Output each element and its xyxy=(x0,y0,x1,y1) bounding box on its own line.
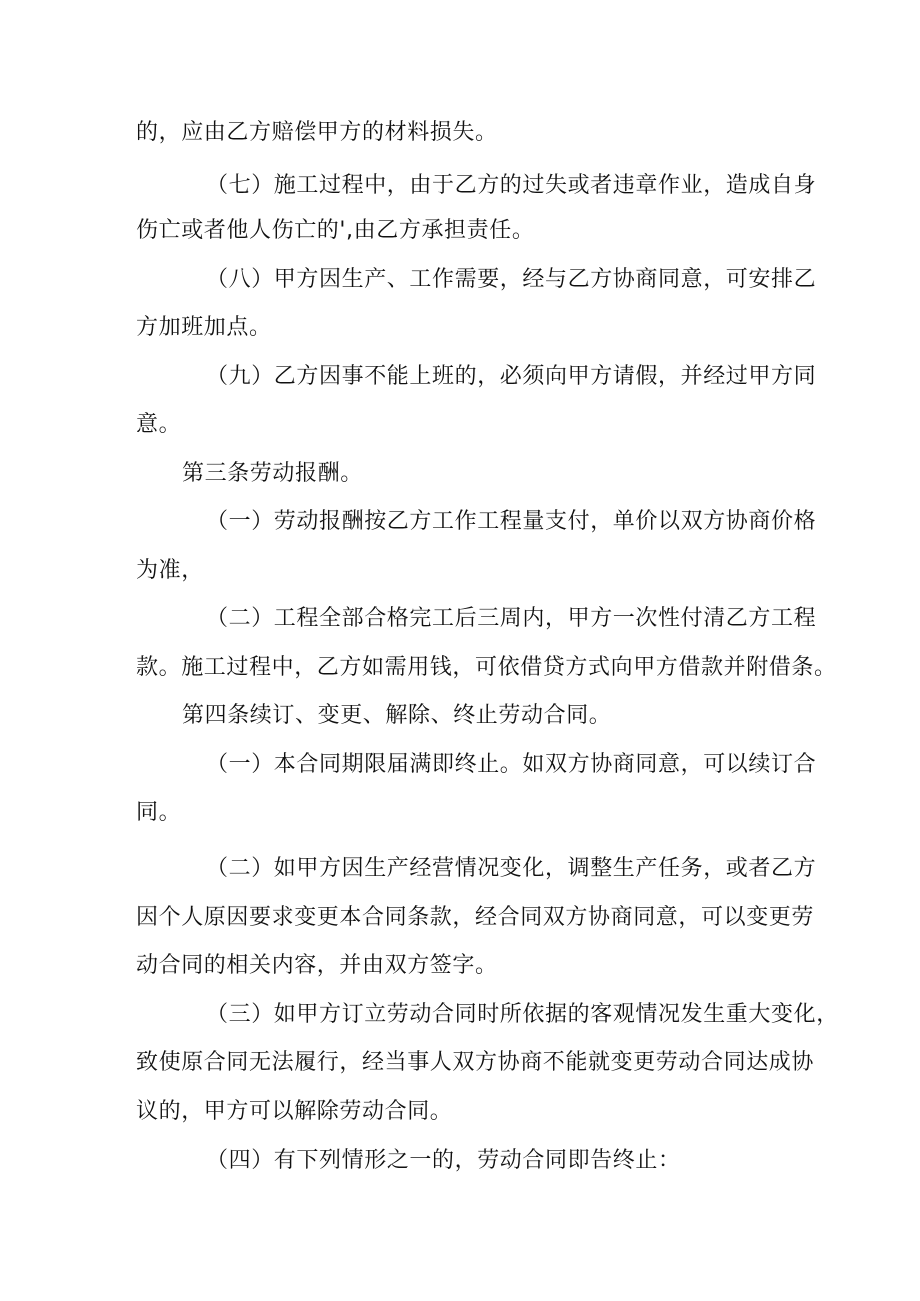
text-line-11: （二）工程全部合格完工后三周内，甲方一次性付清乙方工程 xyxy=(206,606,817,631)
text-line-10: 为准， xyxy=(136,558,204,583)
text-line-21: 议的，甲方可以解除劳动合同。 xyxy=(136,1099,453,1124)
section-heading-4: 第四条续订、变更、解除、终止劳动合同。 xyxy=(182,703,612,728)
text-line-7: 意。 xyxy=(136,412,182,437)
text-line-3: 伤亡或者他人伤亡的',由乙方承担责任。 xyxy=(136,218,535,243)
text-line-20: 致使原合同无法履行，经当事人双方协商不能就变更劳动合同达成协 xyxy=(136,1050,815,1075)
text-line-1: 的，应由乙方赔偿甲方的材料损失。 xyxy=(136,120,498,145)
text-line-19: （三）如甲方订立劳动合同时所依据的客观情况发生重大变化， xyxy=(206,1002,839,1027)
text-line-9: （一）劳动报酬按乙方工作工程量支付，单价以双方协商价格 xyxy=(206,509,817,534)
text-line-15: 同。 xyxy=(136,800,182,825)
text-line-17: 因个人原因要求变更本合同条款，经合同双方协商同意，可以变更劳 xyxy=(136,905,815,930)
text-line-2: （七）施工过程中，由于乙方的过失或者违章作业，造成自身 xyxy=(206,173,817,198)
text-line-16: （二）如甲方因生产经营情况变化，调整生产任务，或者乙方 xyxy=(206,856,817,881)
text-line-5: 方加班加点。 xyxy=(136,315,272,340)
text-line-22: （四）有下列情形之一的，劳动合同即告终止： xyxy=(206,1148,681,1173)
text-line-4: （八）甲方因生产、工作需要，经与乙方协商同意，可安排乙 xyxy=(206,267,817,292)
text-line-6: （九）乙方因事不能上班的，必须向甲方请假，并经过甲方同 xyxy=(206,364,817,389)
text-line-12: 款。施工过程中，乙方如需用钱，可依借贷方式向甲方借款并附借条。 xyxy=(136,655,837,680)
section-heading-3: 第三条劳动报酬。 xyxy=(182,461,363,486)
text-line-18: 动合同的相关内容，并由双方签字。 xyxy=(136,953,498,978)
text-line-14: （一）本合同期限届满即终止。如双方协商同意，可以续订合 xyxy=(206,752,817,777)
